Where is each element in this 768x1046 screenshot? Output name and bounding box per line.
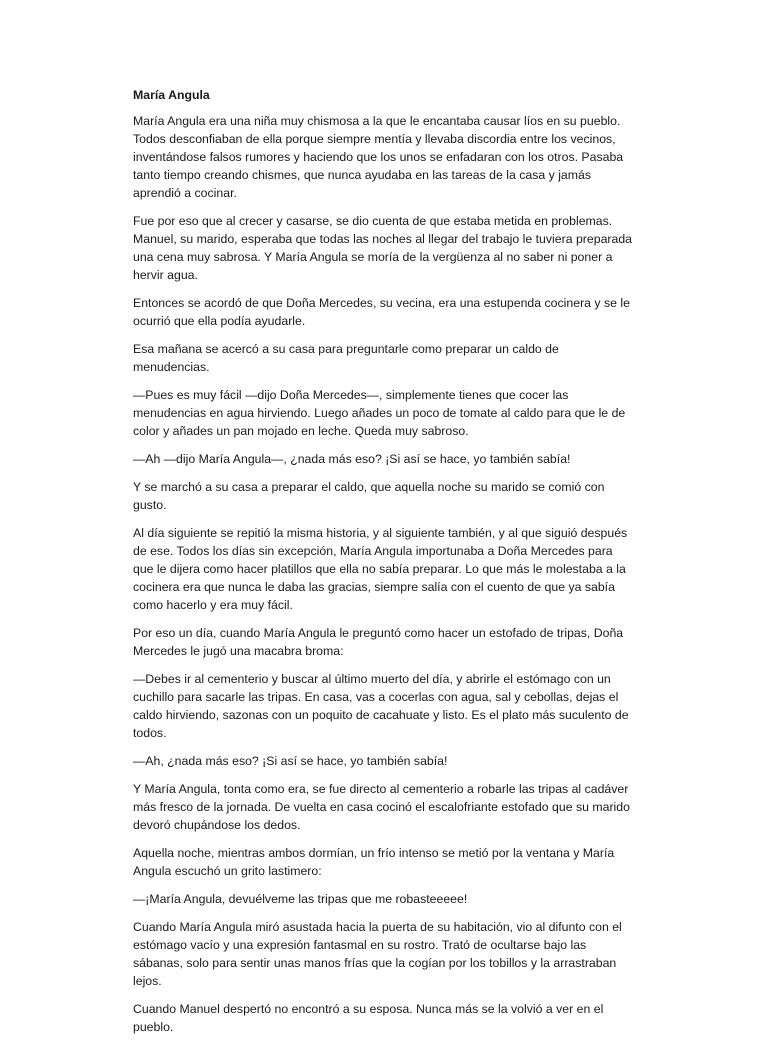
paragraph-14: —¡María Angula, devuélveme las tripas que me robasteeeee!	[133, 892, 468, 906]
paragraph-6: —Ah —dijo María Angula—, ¿nada más eso? ¡Si así se hace, yo también sabía!	[133, 452, 571, 466]
paragraph-9: Por eso un día, cuando María Angula le preguntó como hacer un estofado de tripas, Doña Mercedes le jugó una macabra broma:	[133, 626, 624, 658]
paragraph-12: Y María Angula, tonta como era, se fue directo al cementerio a robarle las tripas al cadáver más fresco de la jornada. De vuelta en casa cocinó el escalofriante estofado que su marido devoró chupándose los dedos.	[133, 782, 630, 832]
paragraph-15: Cuando María Angula miró asustada hacia la puerta de su habitación, vio al difunto con el estómago vacío y una expresión fantasmal en su rostro. Trató de ocultarse bajo las sábanas, solo para sentir unas manos frías que la cogían por los tobillos y la arrastraban lejos.	[133, 920, 622, 988]
paragraph-7: Y se marchó a su casa a preparar el caldo, que aquella noche su marido se comió con gusto.	[133, 480, 605, 512]
paragraph-8: Al día siguiente se repitió la misma historia, y al siguiente también, y al que siguió después de ese. Todos los días sin excepción, María Angula importunaba a Doña Mercedes para que le dijera como hacer platillos que ella no sabía preparar. Lo que más le molestaba a la cocinera era que nunca le daba las gracias, siempre salía con el cuento de que ya sabía como hacerlo y era muy fácil.	[133, 526, 628, 612]
paragraph-1: María Angula era una niña muy chismosa a la que le encantaba causar líos en su pueblo. Todos desconfiaban de ella porque siempre mentía y llevaba discordia entre los vecinos, inventándose falsos rumores y haciendo que los unos se enfadaran con los otros. Pasaba tanto tiempo creando chismes, que nunca ayudaba en las tareas de la casa y jamás aprendió a cocinar.	[133, 114, 624, 200]
paragraph-4: Esa mañana se acercó a su casa para preguntarle como preparar un caldo de menudencias.	[133, 342, 559, 374]
document-title: María Angula	[133, 88, 210, 102]
paragraph-13: Aquella noche, mientras ambos dormían, un frío intenso se metió por la ventana y María Angula escuchó un grito lastimero:	[133, 846, 615, 878]
paragraph-3: Entonces se acordó de que Doña Mercedes, su vecina, era una estupenda cocinera y se le ocurrió que ella podía ayudarle.	[133, 296, 630, 328]
paragraph-2: Fue por eso que al crecer y casarse, se dio cuenta de que estaba metida en problemas. Manuel, su marido, esperaba que todas las noches al llegar del trabajo le tuviera preparada una cena muy sabrosa. Y María Angula se moría de la vergüenza al no saber ni poner a hervir agua.	[133, 214, 633, 282]
paragraph-10: —Debes ir al cementerio y buscar al último muerto del día, y abrirle el estómago con un cuchillo para sacarle las tripas. En casa, vas a cocerlas con agua, sal y cebollas, dejas el caldo hirviendo, sazonas con un poquito de cacahuate y listo. Es el plato más suculento de todos.	[133, 672, 629, 740]
paragraph-16: Cuando Manuel despertó no encontró a su esposa. Nunca más se la volvió a ver en el pueblo.	[133, 1002, 604, 1034]
paragraph-11: —Ah, ¿nada más eso? ¡Si así se hace, yo también sabía!	[133, 754, 448, 768]
document-page	[133, 86, 633, 1046]
paragraph-5: —Pues es muy fácil —dijo Doña Mercedes—, simplemente tienes que cocer las menudencias en agua hirviendo. Luego añades un poco de tomate al caldo para que le de color y añades un pan mojado en leche. Queda muy sabroso.	[133, 388, 626, 438]
